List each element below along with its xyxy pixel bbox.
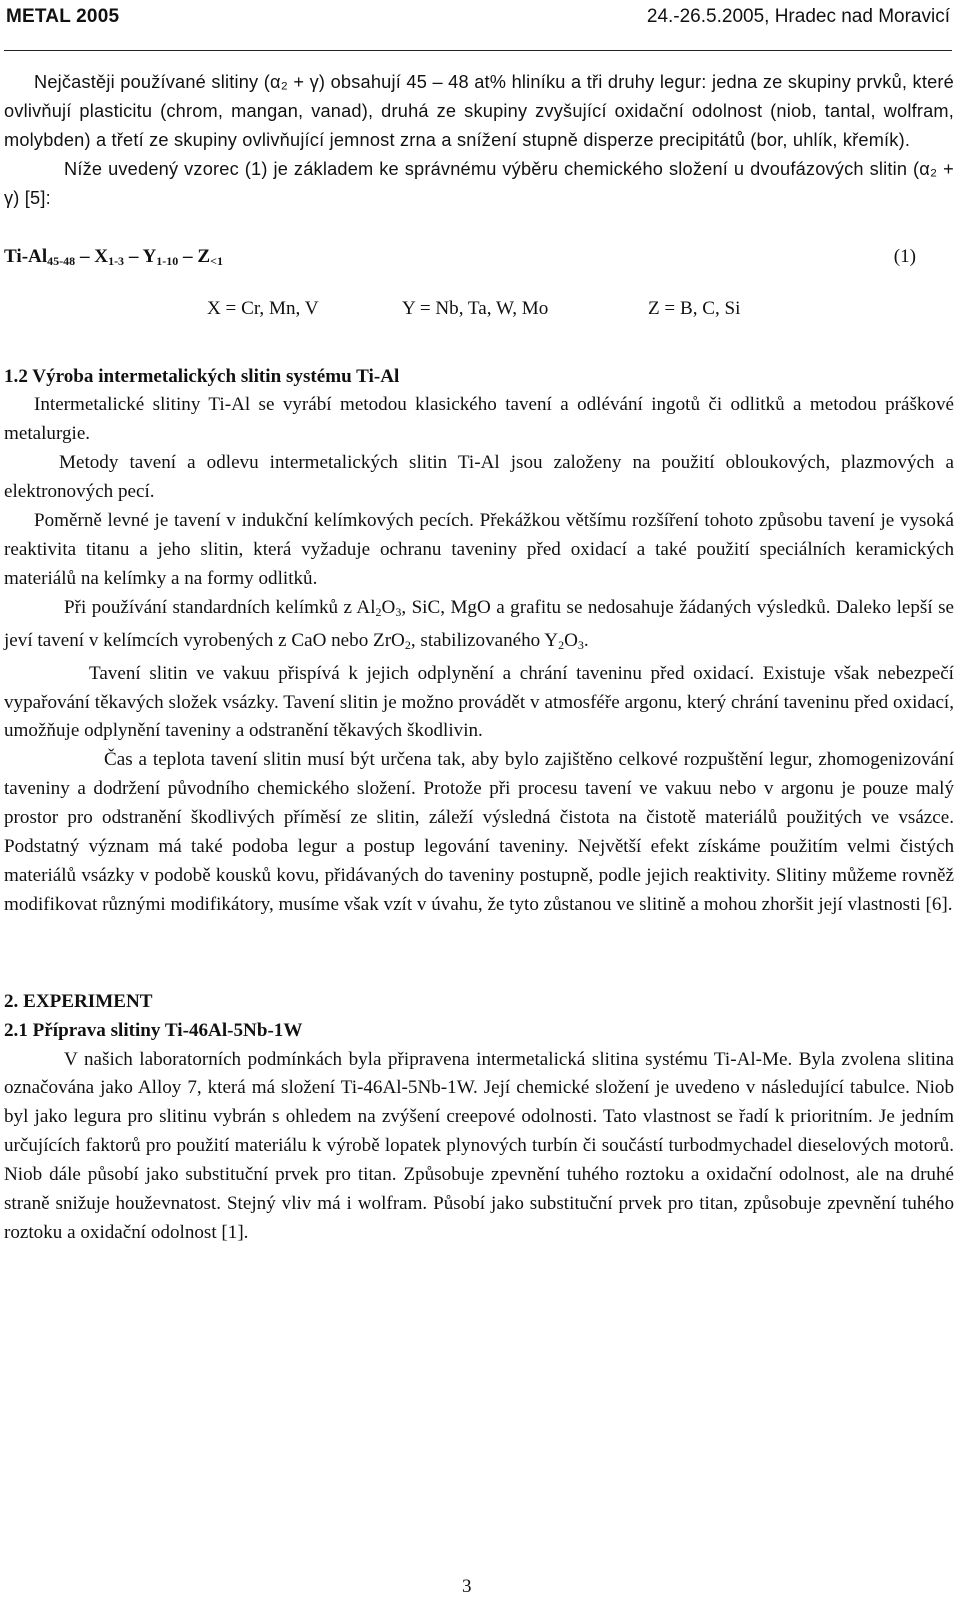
definition-x: X = Cr, Mn, V	[207, 297, 319, 319]
paragraph-crucibles: Při používání standardních kelímků z $Al_2O_3$, SiC, MgO a grafitu se nedosahuje žádaných výsledků. Daleko lepší se jeví tavení v kelímcích vyrobených z CaO nebo ZrO$_2$, stabilizovaného $Y_2O_3$.	[4, 596, 954, 652]
paragraph-formula-intro: Níže uvedený vzorec (1) je základem ke správnému výběru chemického složení u dvoufázových slitin (α₂ + γ) [5]:	[4, 158, 954, 208]
paragraph-vacuum: Tavení slitin ve vakuu přispívá k jejich odplynění a chrání taveninu před oxidací. Existuje však nebezpečí vypařování těkavých složek vsázky. Tavení slitin je možno provádět v atmosféře argonu, který chrání taveninu před oxidací, umožňuje odplynění taveniny a odstranění těkavých škodlivin.	[4, 662, 954, 742]
definition-y: Y = Nb, Ta, W, Mo	[402, 297, 549, 319]
page-header	[4, 2, 952, 51]
formula-number: (1)	[893, 245, 916, 267]
paragraph-induction: Poměrně levné je tavení v indukční kelímkových pecích. Překážkou většímu rozšíření tohoto způsobu tavení je vysoká reaktivita titanu a jeho slitin, která vyžaduje ochranu taveniny před oxidací a také použití speciálních keramických materiálů na kelímky a na formy odlitků.	[4, 510, 954, 589]
section-heading-1-2: 1.2 Výroba intermetalických slitin systému Ti-Al	[4, 365, 400, 387]
document-body	[4, 68, 954, 1248]
paragraph-alloy-preparation: V našich laboratorních podmínkách byla připravena intermetalická slitina systému Ti-Al-Me. Byla zvolena slitina označována jako Alloy 7, která má složení Ti-46Al-5Nb-1W. Její chemické složení je uvedeno v následující tabulce. Niob byl jako legura pro slitinu vybrán s ohledem na zvýšení creepové odolnosti. Tato vlastnost se řadí k prioritním. Je jedním určujících faktorů pro použití materiálu k výrobě lopatek plynových turbín či součástí turbodmychadel dieselových motorů. Niob dále působí jako substituční prvek pro titan. Způsobuje zpevnění tuhého roztoku a oxidační odolnost, ale na druhé straně snižuje houževnatost. Stejný vliv má i wolfram. Působí jako substituční prvek pro titan, způsobuje zpevnění tuhého roztoku a oxidační odolnost [1].	[4, 1048, 954, 1243]
paragraph-production: Intermetalické slitiny Ti-Al se vyrábí metodou klasického tavení a odlévání ingotů či odlitků a metodou práškové metalurgie.	[4, 394, 954, 445]
paragraph-time-temperature: Čas a teplota tavení slitin musí být určena tak, aby bylo zajištěno celkové rozpuštění legur, zhomogenizování taveniny a dodržení původního chemického složení. Protože při procesu tavení ve vakuu nebo v argonu je pouze malý prostor pro odstranění škodlivých příměsí ze slitin, záleží výsledná čistota na čistotě materiálů použitých ve vsázce. Podstatný význam má také podoba legur a postup legování taveniny. Největší efekt získáme použitím velmi čistých materiálů vsázky v podobě kousků kovu, přidávaných do taveniny postupně, podle jejich reaktivity. Slitiny můžeme rovněž modifikovat různými modifikátory, musíme však vzít v úvahu, že tyto zůstanou ve slitině a mohou zhoršit její vlastnosti [6].	[4, 749, 954, 915]
section-heading-2-1: 2.1 Příprava slitiny Ti-46Al-5Nb-1W	[4, 1019, 303, 1041]
paragraph-alloys: Nejčastěji používané slitiny (α₂ + γ) obsahují 45 – 48 at% hliníku a tři druhy legur: jedna ze skupiny prvků, které ovlivňují plasticitu (chrom, mangan, vanad), druhá ze skupiny zvyšující oxidační odolnost (niob, tantal, wolfram, molybden) a třetí ze skupiny ovlivňující jemnost zrna a snížení stupně disperze precipitátů (bor, uhlík, křemík).	[4, 72, 954, 150]
conference-name: METAL 2005	[6, 6, 120, 27]
definition-z: Z = B, C, Si	[648, 297, 741, 319]
conference-date-place: 24.-26.5.2005, Hradec nad Moravicí	[646, 6, 950, 27]
paragraph-melting-methods: Metody tavení a odlevu intermetalických slitin Ti-Al jsou založeny na použití obloukových, plazmových a elektronových pecí.	[4, 452, 954, 503]
formula-definitions	[4, 295, 954, 323]
formula-line	[4, 243, 954, 271]
page-number: 3	[462, 1576, 472, 1597]
formula-expression: $Ti-Al_{45-48} - X_{1-3} - Y_{1-10} - Z_{<1}$	[4, 245, 223, 268]
section-heading-2: 2. EXPERIMENT	[4, 990, 153, 1012]
